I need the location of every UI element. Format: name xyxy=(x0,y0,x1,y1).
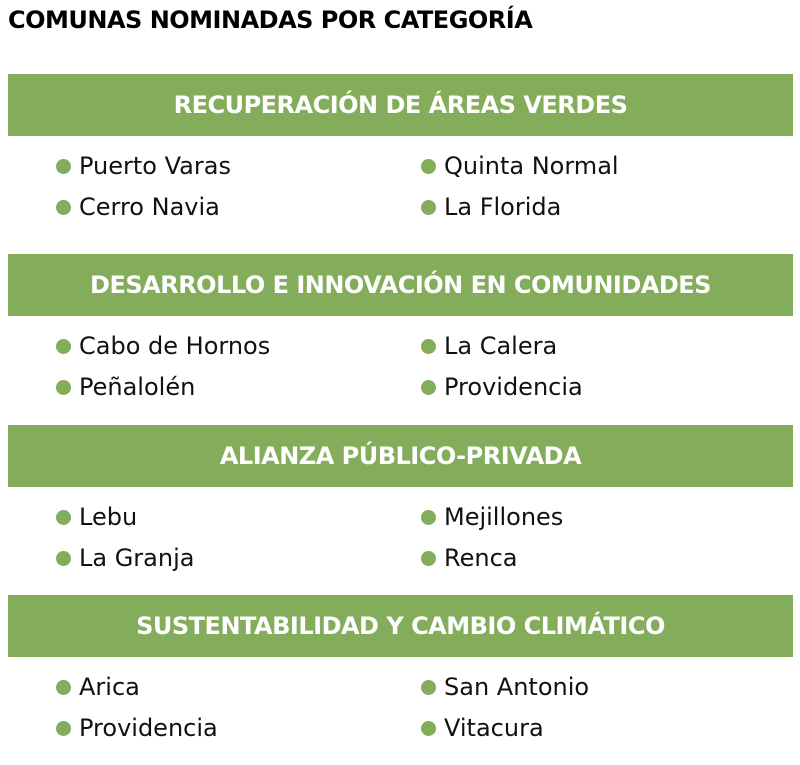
bullet-dot-icon xyxy=(421,200,436,215)
commune-name: Quinta Normal xyxy=(444,152,619,180)
list-item xyxy=(421,187,561,227)
bullet-dot-icon xyxy=(421,721,436,736)
category-section xyxy=(8,74,793,244)
list-item xyxy=(56,367,195,407)
bullet-dot-icon xyxy=(421,680,436,695)
bullet-dot-icon xyxy=(421,380,436,395)
list-item xyxy=(56,187,220,227)
list-item xyxy=(56,708,218,748)
bullet-dot-icon xyxy=(421,339,436,354)
list-item xyxy=(421,367,583,407)
list-item xyxy=(56,538,194,578)
bullet-dot-icon xyxy=(56,551,71,566)
commune-list xyxy=(8,136,793,244)
commune-name: La Florida xyxy=(444,193,562,221)
list-item xyxy=(421,538,517,578)
bullet-dot-icon xyxy=(56,721,71,736)
list-item xyxy=(421,146,619,186)
category-section xyxy=(8,425,793,595)
commune-name: Providencia xyxy=(79,714,218,742)
commune-name: Lebu xyxy=(79,503,138,531)
commune-name: Cerro Navia xyxy=(79,193,220,221)
commune-name: Arica xyxy=(79,673,140,701)
bullet-dot-icon xyxy=(56,339,71,354)
bullet-dot-icon xyxy=(421,510,436,525)
category-section xyxy=(8,254,793,424)
bullet-dot-icon xyxy=(56,380,71,395)
category-header: DESARROLLO E INNOVACIÓN EN COMUNIDADES xyxy=(8,254,793,316)
commune-name: La Granja xyxy=(79,544,195,572)
commune-name: Mejillones xyxy=(444,503,564,531)
bullet-dot-icon xyxy=(56,680,71,695)
list-item xyxy=(56,497,137,537)
commune-name: Cabo de Hornos xyxy=(79,332,271,360)
commune-name: San Antonio xyxy=(444,673,590,701)
bullet-dot-icon xyxy=(421,159,436,174)
list-item xyxy=(421,497,563,537)
page-title: COMUNAS NOMINADAS POR CATEGORÍA xyxy=(8,6,533,34)
commune-name: Renca xyxy=(444,544,518,572)
commune-name: Peñalolén xyxy=(79,373,196,401)
list-item xyxy=(421,667,589,707)
commune-list xyxy=(8,487,793,595)
commune-name: Puerto Varas xyxy=(79,152,231,180)
category-header: ALIANZA PÚBLICO-PRIVADA xyxy=(8,425,793,487)
list-item xyxy=(56,146,231,186)
category-header: SUSTENTABILIDAD Y CAMBIO CLIMÁTICO xyxy=(8,595,793,657)
category-header: RECUPERACIÓN DE ÁREAS VERDES xyxy=(8,74,793,136)
bullet-dot-icon xyxy=(56,159,71,174)
commune-name: La Calera xyxy=(444,332,558,360)
commune-list xyxy=(8,657,793,765)
commune-name: Providencia xyxy=(444,373,583,401)
category-section xyxy=(8,595,793,765)
bullet-dot-icon xyxy=(421,551,436,566)
list-item xyxy=(421,708,544,748)
list-item xyxy=(56,326,270,366)
bullet-dot-icon xyxy=(56,200,71,215)
commune-name: Vitacura xyxy=(444,714,544,742)
list-item xyxy=(421,326,557,366)
list-item xyxy=(56,667,140,707)
commune-list xyxy=(8,316,793,424)
bullet-dot-icon xyxy=(56,510,71,525)
